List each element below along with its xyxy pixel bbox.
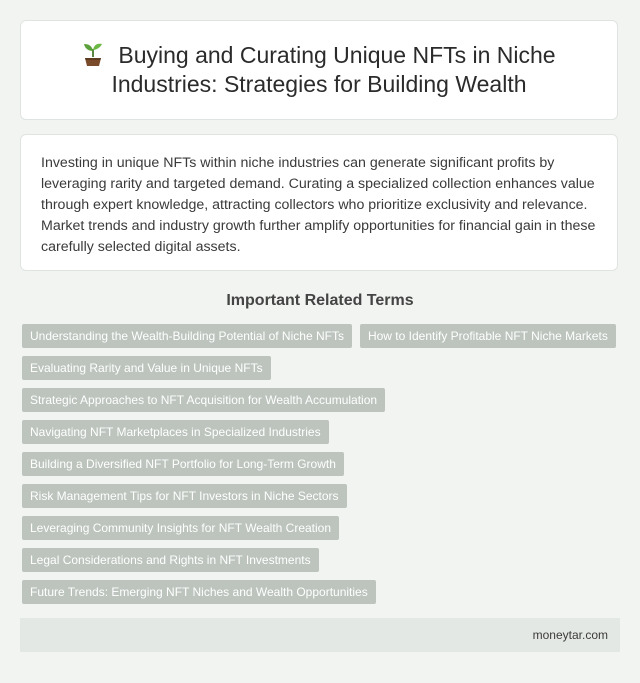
- term-tag[interactable]: Strategic Approaches to NFT Acquisition for Wealth Accumulation: [22, 388, 385, 412]
- title-card: [20, 20, 618, 120]
- page-title: [21, 41, 617, 99]
- term-tag[interactable]: Evaluating Rarity and Value in Unique NFTs: [22, 356, 271, 380]
- related-terms-heading: Important Related Terms: [226, 292, 414, 309]
- seedling-icon: [82, 43, 104, 67]
- term-tag[interactable]: Leveraging Community Insights for NFT Wealth Creation: [22, 516, 339, 540]
- term-tag[interactable]: Future Trends: Emerging NFT Niches and Wealth Opportunities: [22, 580, 376, 604]
- related-terms-list: [22, 324, 622, 612]
- term-tag[interactable]: Legal Considerations and Rights in NFT Investments: [22, 548, 319, 572]
- term-tag[interactable]: Navigating NFT Marketplaces in Specialized Industries: [22, 420, 329, 444]
- term-tag[interactable]: Understanding the Wealth-Building Potential of Niche NFTs: [22, 324, 352, 348]
- footer: [20, 618, 620, 652]
- term-tag[interactable]: Risk Management Tips for NFT Investors in Niche Sectors: [22, 484, 347, 508]
- summary-card: [20, 134, 618, 271]
- term-tag[interactable]: Building a Diversified NFT Portfolio for Long-Term Growth: [22, 452, 344, 476]
- site-name[interactable]: moneytar.com: [532, 628, 608, 642]
- term-tag[interactable]: How to Identify Profitable NFT Niche Markets: [360, 324, 616, 348]
- title-text: Buying and Curating Unique NFTs in Niche Industries: Strategies for Building Wealth: [111, 42, 556, 97]
- summary-text: Investing in unique NFTs within niche industries can generate significant profits by leveraging rarity and targeted demand. Curating a specialized collection enhances value through expert knowledge, attracting collectors who prioritize exclusivity and relevance. Market trends and industry growth further amplify opportunities for financial gain in these carefully selected digital assets.: [41, 155, 596, 255]
